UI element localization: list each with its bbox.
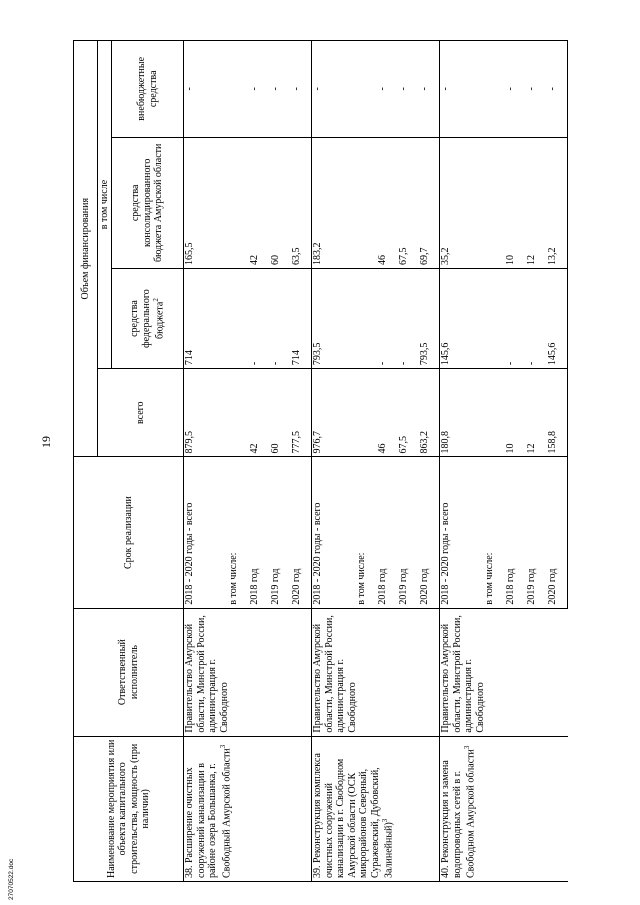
rotated-page-content bbox=[73, 40, 623, 882]
header-volume: Объем финансирования bbox=[74, 41, 98, 457]
consolidated-cell: 35,2 bbox=[440, 137, 484, 268]
total-cell bbox=[484, 369, 505, 457]
extra-cell: - bbox=[377, 41, 398, 138]
total-cell: 12 bbox=[526, 369, 547, 457]
extra-cell: - bbox=[440, 41, 484, 138]
federal-cell: 145,6 bbox=[440, 269, 484, 369]
period-cell: в том числе: bbox=[484, 457, 505, 608]
federal-cell: 714 bbox=[291, 269, 312, 369]
consolidated-cell: 67,5 bbox=[398, 137, 419, 268]
extra-cell bbox=[228, 41, 249, 138]
extra-cell bbox=[484, 41, 505, 138]
consolidated-cell bbox=[484, 137, 505, 268]
measure-name: Реконструкция комплекса очистных сооружений канализации в г. Свободном Амурской области (ОСК микрорайонов Северный, Суражевский, Дубовский, Залинейный) bbox=[312, 753, 395, 878]
extra-cell: - bbox=[291, 41, 312, 138]
measure-name-cell bbox=[440, 736, 568, 881]
federal-cell: - bbox=[505, 269, 526, 369]
consolidated-cell bbox=[228, 137, 249, 268]
financing-table bbox=[73, 40, 568, 882]
consolidated-cell: 46 bbox=[377, 137, 398, 268]
header-period: Срок реализации bbox=[74, 457, 184, 608]
total-cell: 879,5 bbox=[184, 369, 228, 457]
federal-cell bbox=[228, 269, 249, 369]
total-cell: 863,2 bbox=[419, 369, 440, 457]
table-row bbox=[440, 41, 484, 882]
extra-cell: - bbox=[547, 41, 568, 138]
extra-cell: - bbox=[270, 41, 291, 138]
extra-cell: - bbox=[312, 41, 356, 138]
header-federal: средства федерального бюджета$^2$ bbox=[112, 269, 184, 369]
consolidated-cell: 183,2 bbox=[312, 137, 356, 268]
consolidated-cell: 69,7 bbox=[419, 137, 440, 268]
federal-cell: 714 bbox=[184, 269, 228, 369]
header-executor: Ответственный исполнитель bbox=[74, 608, 184, 736]
extra-cell bbox=[356, 41, 377, 138]
extra-cell: - bbox=[526, 41, 547, 138]
consolidated-cell bbox=[356, 137, 377, 268]
consolidated-cell: 42 bbox=[249, 137, 270, 268]
period-cell: 2020 год bbox=[291, 457, 312, 608]
period-cell: 2018 год bbox=[249, 457, 270, 608]
page-number: 19 bbox=[39, 436, 53, 448]
row-number: 38. bbox=[184, 865, 195, 878]
total-cell: 67,5 bbox=[398, 369, 419, 457]
header-name: Наименование мероприятия или объекта капитального строительства, мощность (при наличии) bbox=[74, 736, 184, 881]
measure-name: Реконструкция и замена водопроводных сетей в г. Свободном Амурской области bbox=[440, 749, 477, 878]
executor-cell: Правительство Амурской области, Минстрой России, администрация г. Свободного bbox=[312, 608, 440, 736]
table-header bbox=[74, 41, 184, 882]
total-cell: 158,8 bbox=[547, 369, 568, 457]
footnote-marker: 3 bbox=[463, 745, 471, 750]
period-cell: в том числе: bbox=[356, 457, 377, 608]
consolidated-cell: 60 bbox=[270, 137, 291, 268]
federal-cell bbox=[484, 269, 505, 369]
table-row bbox=[312, 41, 356, 882]
consolidated-cell: 10 bbox=[505, 137, 526, 268]
federal-cell: 793,5 bbox=[419, 269, 440, 369]
total-cell bbox=[356, 369, 377, 457]
period-cell: 2018 - 2020 годы - всего bbox=[440, 457, 484, 608]
measure-name-cell bbox=[312, 736, 440, 881]
consolidated-cell: 165,5 bbox=[184, 137, 228, 268]
total-cell: 60 bbox=[270, 369, 291, 457]
total-cell bbox=[228, 369, 249, 457]
measure-name: Расширение очистных сооружений канализации в районе озера Большанка, г. Свободный Амурской области bbox=[184, 748, 232, 878]
federal-cell: - bbox=[526, 269, 547, 369]
footnote-marker: 3 bbox=[218, 744, 227, 749]
total-cell: 976,7 bbox=[312, 369, 356, 457]
executor-cell: Правительство Амурской области, Минстрой России, администрация г. Свободного bbox=[440, 608, 568, 736]
federal-cell: 793,5 bbox=[312, 269, 356, 369]
period-cell: 2018 год bbox=[377, 457, 398, 608]
period-cell: 2018 - 2020 годы - всего bbox=[184, 457, 228, 608]
period-cell: 2019 год bbox=[398, 457, 419, 608]
federal-cell: - bbox=[398, 269, 419, 369]
footnote-marker: 3 bbox=[381, 818, 389, 823]
extra-cell: - bbox=[184, 41, 228, 138]
federal-cell: - bbox=[377, 269, 398, 369]
extra-cell: - bbox=[505, 41, 526, 138]
table-body bbox=[184, 41, 568, 882]
total-cell: 180,8 bbox=[440, 369, 484, 457]
document-footer: 27070522.doc bbox=[8, 858, 15, 900]
row-number: 40. bbox=[440, 865, 451, 878]
consolidated-cell: 13,2 bbox=[547, 137, 568, 268]
header-extra: внебюджетные средства bbox=[112, 41, 184, 138]
federal-cell bbox=[356, 269, 377, 369]
period-cell: 2020 год bbox=[547, 457, 568, 608]
row-number: 39. bbox=[312, 865, 323, 878]
total-cell: 42 bbox=[249, 369, 270, 457]
total-cell: 10 bbox=[505, 369, 526, 457]
consolidated-cell: 12 bbox=[526, 137, 547, 268]
header-consolidated: средства консолидированного бюджета Амурской области bbox=[112, 137, 184, 268]
total-cell: 777,5 bbox=[291, 369, 312, 457]
extra-cell: - bbox=[249, 41, 270, 138]
federal-cell: - bbox=[249, 269, 270, 369]
period-cell: в том числе: bbox=[228, 457, 249, 608]
extra-cell: - bbox=[419, 41, 440, 138]
federal-cell: - bbox=[270, 269, 291, 369]
federal-cell: 145,6 bbox=[547, 269, 568, 369]
period-cell: 2020 год bbox=[419, 457, 440, 608]
total-cell: 46 bbox=[377, 369, 398, 457]
period-cell: 2018 - 2020 годы - всего bbox=[312, 457, 356, 608]
measure-name-cell bbox=[184, 736, 312, 881]
header-including: в том числе bbox=[98, 41, 112, 369]
period-cell: 2019 год bbox=[270, 457, 291, 608]
executor-cell: Правительство Амурской области, Минстрой России, администрация г. Свободного bbox=[184, 608, 312, 736]
table-row bbox=[184, 41, 228, 882]
period-cell: 2019 год bbox=[526, 457, 547, 608]
header-total: всего bbox=[98, 369, 184, 457]
consolidated-cell: 63,5 bbox=[291, 137, 312, 268]
period-cell: 2018 год bbox=[505, 457, 526, 608]
extra-cell: - bbox=[398, 41, 419, 138]
